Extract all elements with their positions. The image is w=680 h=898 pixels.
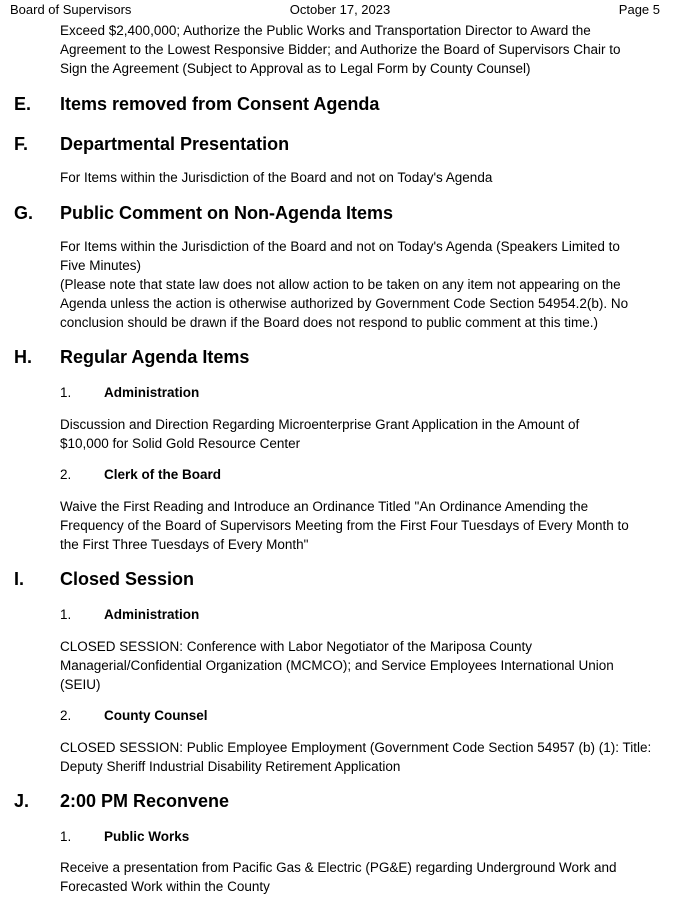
- text-line: Receive a presentation from Pacific Gas & Electric (PG&E) regarding Underground Work and: [60, 860, 617, 875]
- text-line: Discussion and Direction Regarding Microenterprise Grant Application in the Amount of: [60, 417, 580, 432]
- page-header: [0, 0, 680, 20]
- text-line: Frequency of the Board of Supervisors Meeting from the First Four Tuesdays of Every Month to: [60, 518, 629, 533]
- section-j-title: 2:00 PM Reconvene: [60, 791, 230, 811]
- item-department: Administration: [104, 385, 200, 400]
- section-f-text: [60, 168, 660, 187]
- item-description: [60, 415, 660, 453]
- item-number: 1.: [60, 607, 72, 622]
- text-line: CLOSED SESSION: Public Employee Employment (Government Code Section 54957 (b) (1): Title:: [60, 740, 652, 755]
- item-number: 2.: [60, 467, 72, 482]
- item-description: [60, 497, 660, 554]
- section-g-text: [60, 237, 660, 332]
- item-department: County Counsel: [104, 708, 208, 723]
- text-line: the First Three Tuesdays of Every Month": [60, 537, 309, 552]
- item-description: [60, 858, 660, 896]
- section-f-title: Departmental Presentation: [60, 134, 290, 154]
- item-number: 1.: [60, 385, 72, 400]
- text-line: (Please note that state law does not allow action to be taken on any item not appearing on the: [60, 277, 621, 292]
- section-j-letter: J.: [14, 791, 30, 811]
- text-line: Deputy Sheriff Industrial Disability Retirement Application: [60, 759, 401, 774]
- header-date: October 17, 2023: [289, 2, 391, 17]
- text-line: Five Minutes): [60, 258, 142, 273]
- text-line: conclusion should be drawn if the Board does not respond to public comment at this time.): [60, 315, 599, 330]
- section-g-title: Public Comment on Non-Agenda Items: [60, 203, 394, 223]
- section-i-title: Closed Session: [60, 569, 195, 589]
- intro-line: Agreement to the Lowest Responsive Bidder; and Authorize the Board of Supervisors Chair to: [60, 42, 621, 57]
- text-line: Agenda unless the action is otherwise authorized by Government Code Section 54954.2(b). No: [60, 296, 629, 311]
- section-g-letter: G.: [14, 203, 34, 223]
- intro-line: Sign the Agreement (Subject to Approval as to Legal Form by County Counsel): [60, 61, 531, 76]
- text-line: Managerial/Confidential Organization (MCMCO); and Service Employees International Union: [60, 658, 614, 673]
- section-i-letter: I.: [14, 569, 25, 589]
- text-line: CLOSED SESSION: Conference with Labor Negotiator of the Mariposa County: [60, 639, 532, 654]
- text-line: For Items within the Jurisdiction of the Board and not on Today's Agenda (Speakers Limited to: [60, 239, 620, 254]
- item-department: Clerk of the Board: [104, 467, 222, 482]
- section-e-letter: E.: [14, 94, 32, 114]
- item-number: 2.: [60, 708, 72, 723]
- section-h-letter: H.: [14, 347, 32, 367]
- item-number: 1.: [60, 829, 72, 844]
- intro-paragraph: [60, 21, 660, 78]
- section-e-title: Items removed from Consent Agenda: [60, 94, 380, 114]
- text-line: (SEIU): [60, 677, 101, 692]
- intro-line: Exceed $2,400,000; Authorize the Public Works and Transportation Director to Award the: [60, 23, 591, 38]
- section-h-title: Regular Agenda Items: [60, 347, 250, 367]
- header-board-name: Board of Supervisors: [10, 2, 132, 17]
- item-description: [60, 637, 660, 694]
- text-line: Waive the First Reading and Introduce an Ordinance Titled "An Ordinance Amending the: [60, 499, 589, 514]
- text-line: $10,000 for Solid Gold Resource Center: [60, 436, 301, 451]
- text-line: Forecasted Work within the County: [60, 879, 270, 894]
- item-department: Administration: [104, 607, 200, 622]
- item-department: Public Works: [104, 829, 190, 844]
- item-description: [60, 738, 660, 776]
- section-f-letter: F.: [14, 134, 29, 154]
- header-page-number: Page 5: [618, 2, 660, 17]
- text-line: For Items within the Jurisdiction of the Board and not on Today's Agenda: [60, 170, 493, 185]
